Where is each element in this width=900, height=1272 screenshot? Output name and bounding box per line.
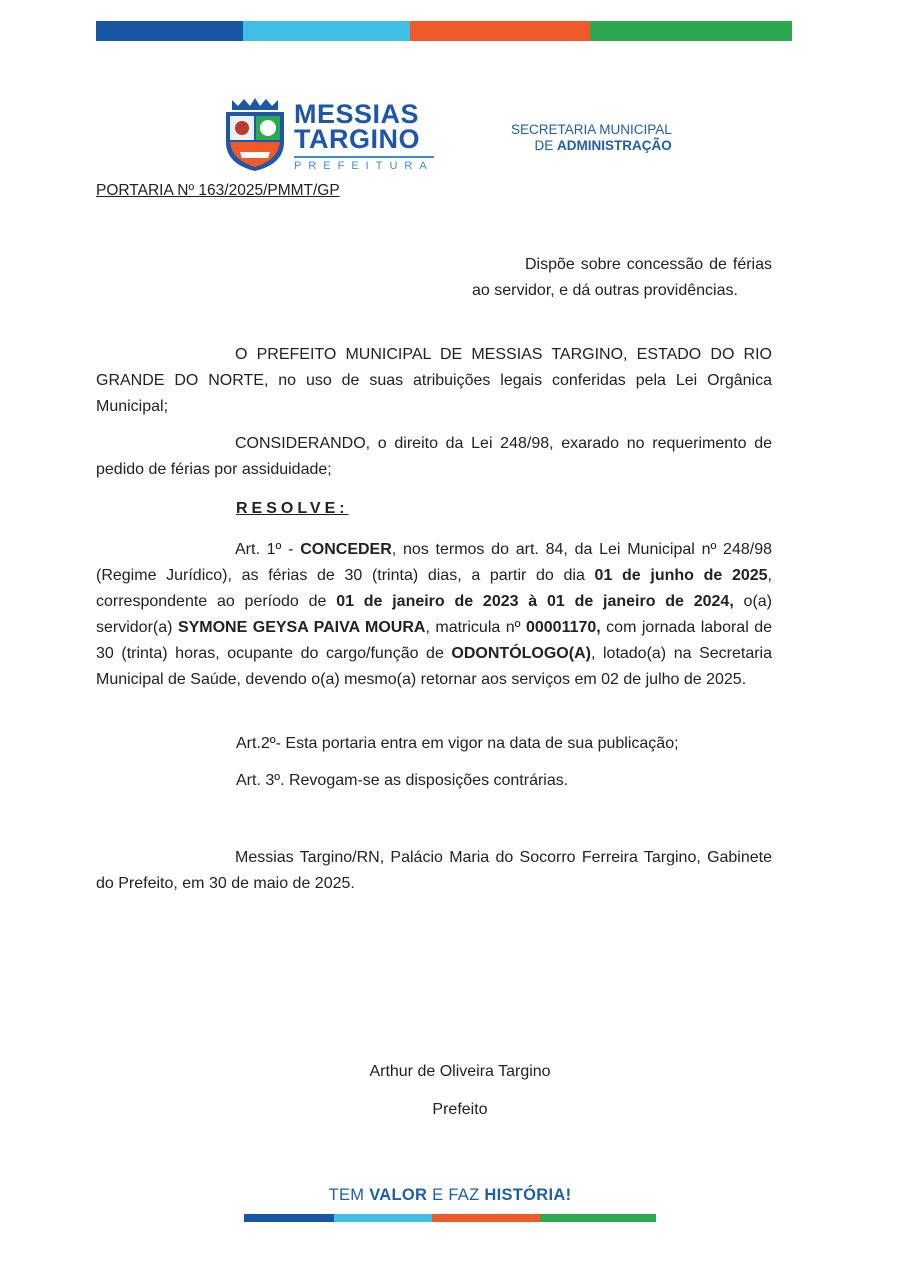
- signatory-role: Prefeito: [432, 1101, 488, 1118]
- art1-job-title: ODONTÓLOGO(A): [451, 645, 591, 662]
- article-1-paragraph: [96, 537, 772, 693]
- art1-action: CONCEDER: [300, 541, 392, 558]
- bottom-bar-segment-cyan: [334, 1214, 432, 1222]
- slogan-part-2: VALOR: [369, 1186, 428, 1204]
- bar-segment-blue: [96, 21, 243, 41]
- slogan-part-4: HISTÓRIA!: [484, 1186, 572, 1204]
- bottom-bar-segment-green: [540, 1214, 656, 1222]
- bar-segment-orange: [410, 21, 590, 41]
- signatory-name: Arthur de Oliveira Targino: [369, 1063, 551, 1080]
- slogan-part-3: E FAZ: [427, 1186, 485, 1204]
- art1-text-3: , correspondente ao período de: [96, 567, 772, 610]
- department-line-2-bold: ADMINISTRAÇÃO: [557, 138, 672, 153]
- bar-segment-green: [590, 21, 792, 41]
- article-3-paragraph: Art. 3º. Revogam-se as disposições contrárias.: [236, 772, 569, 789]
- letterhead: [222, 96, 702, 172]
- bottom-bar-segment-blue: [244, 1214, 334, 1222]
- art1-employee-name: SYMONE GEYSA PAIVA MOURA: [177, 619, 426, 636]
- department-name: [511, 122, 672, 154]
- art1-period: 01 de janeiro de 2023 à 01 de janeiro de 2024,: [336, 593, 734, 610]
- coat-of-arms-icon: [222, 96, 288, 172]
- department-line-2-prefix: DE: [534, 138, 558, 153]
- department-line-1: SECRETARIA MUNICIPAL: [511, 122, 672, 137]
- art1-text-1: Art. 1º -: [235, 541, 301, 558]
- place-and-date: Messias Targino/RN, Palácio Maria do Socorro Ferreira Targino, Gabinete do Prefeito, em 30 de maio de 2025.: [96, 849, 772, 892]
- art1-text-6: com jornada laboral de 30 (trinta) horas, ocupante do cargo/função de: [96, 619, 773, 662]
- art1-text-4: o(a) servidor(a): [96, 593, 773, 636]
- municipality-logo: [294, 99, 434, 172]
- considering-paragraph: CONSIDERANDO, o direito da Lei 248/98, exarado no requerimento de pedido de férias por assiduidade;: [96, 435, 772, 478]
- logo-line-2: TARGINO: [294, 124, 420, 154]
- article-2-paragraph: Art.2º- Esta portaria entra em vigor na data de sua publicação;: [236, 735, 679, 752]
- top-color-bar: [96, 21, 792, 41]
- bar-segment-cyan: [243, 21, 410, 41]
- department-line-2: [511, 138, 672, 154]
- logo-subtitle: PREFEITURA: [294, 156, 434, 172]
- art1-registration-number: 00001170,: [525, 619, 601, 636]
- bottom-bar-segment-orange: [432, 1214, 540, 1222]
- art1-text-5: , matricula nº: [425, 619, 526, 636]
- preamble-paragraph: O PREFEITO MUNICIPAL DE MESSIAS TARGINO, ESTADO DO RIO GRANDE DO NORTE, no uso de suas atribuições legais conferidas pela Lei Orgânica Municipal;: [96, 346, 772, 415]
- art1-start-date: 01 de junho de 2025: [594, 567, 768, 584]
- art1-text-7: , lotado(a) na Secretaria Municipal de Saúde, devendo o(a) mesmo(a) retornar aos serviços em 02 de julho de 2025.: [96, 645, 772, 688]
- document-title: PORTARIA Nº 163/2025/PMMT/GP: [96, 182, 340, 199]
- footer-slogan: [0, 1186, 900, 1205]
- resolve-heading: RESOLVE:: [236, 500, 349, 517]
- art1-text-2: , nos termos do art. 84, da Lei Municipal nº 248/98 (Regime Jurídico), as férias de 30 (trinta) dias, a partir do dia: [96, 541, 772, 584]
- logo-line-1: MESSIAS: [294, 99, 420, 129]
- bottom-color-bar: [244, 1214, 656, 1222]
- slogan-part-1: TEM: [328, 1186, 370, 1204]
- ementa-paragraph: Dispõe sobre concessão de férias ao servidor, e dá outras providências.: [472, 256, 772, 299]
